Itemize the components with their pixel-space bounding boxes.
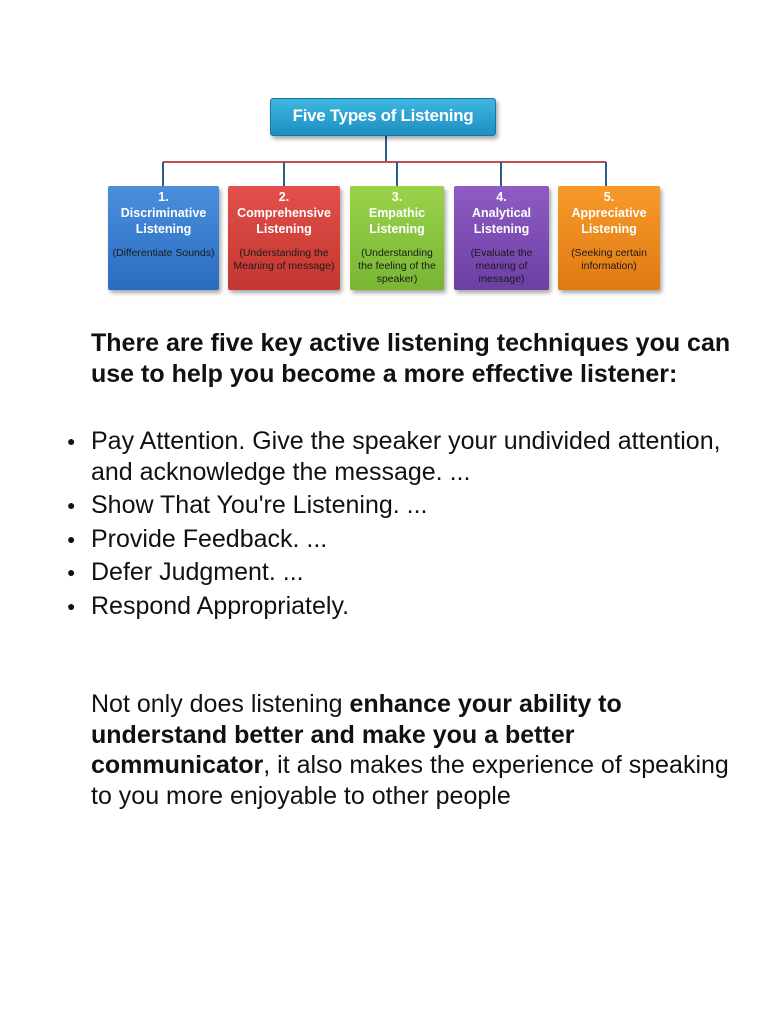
list-item-text: Show That You're Listening. ... bbox=[91, 491, 428, 519]
list-item bbox=[67, 426, 731, 487]
box-name-line2: Listening bbox=[369, 222, 425, 236]
box-name-line2: Listening bbox=[473, 222, 530, 236]
box-number: 3. bbox=[391, 190, 403, 204]
list-item-text: Pay Attention. Give the speaker your undivided attention, and acknowledge the message. ... bbox=[91, 427, 721, 486]
bullet-icon: ● bbox=[67, 564, 76, 580]
listening-types-diagram bbox=[0, 0, 768, 300]
box-number: 4. bbox=[496, 190, 507, 204]
box-number: 1. bbox=[158, 190, 169, 204]
list-item-text: Defer Judgment. ... bbox=[91, 558, 304, 586]
box-name-line1: Analytical bbox=[471, 206, 532, 220]
listening-type-box-discriminative bbox=[108, 186, 219, 290]
bullet-icon: ● bbox=[67, 530, 76, 547]
list-item bbox=[67, 490, 731, 521]
box-name-line1: Empathic bbox=[368, 206, 426, 220]
closing-text-emphasis: enhance your ability to understand better and make you a better communicator bbox=[91, 690, 622, 779]
box-description: (Understanding the feeling of the speaker) bbox=[358, 247, 436, 285]
box-number: 2. bbox=[278, 190, 290, 204]
listening-type-box-analytical bbox=[454, 186, 549, 290]
box-description: (Understanding the Meaning of message) bbox=[233, 247, 335, 272]
box-name-line2: Listening bbox=[581, 222, 637, 236]
closing-text-start: Not only does listening bbox=[91, 690, 350, 718]
closing-text-end: , it also makes the experience of speaking to you more enjoyable to other people bbox=[91, 751, 729, 810]
listening-type-box-empathic bbox=[350, 186, 444, 290]
box-number: 5. bbox=[603, 190, 615, 204]
diagram-title: Five Types of Listening bbox=[270, 98, 496, 136]
bullet-icon: ● bbox=[67, 497, 76, 513]
list-item bbox=[67, 557, 731, 588]
box-name-line2: Listening bbox=[256, 222, 312, 236]
list-item bbox=[67, 524, 731, 555]
box-name-line1: Comprehensive bbox=[237, 206, 331, 220]
intro-heading: There are five key active listening techniques you can use to help you become a more effective listener: bbox=[91, 329, 731, 388]
box-description: (Evaluate the meaning of message) bbox=[470, 247, 533, 285]
list-item-text: Respond Appropriately. bbox=[91, 591, 350, 620]
box-description: (Seeking certain information) bbox=[571, 247, 647, 272]
list-item bbox=[67, 591, 731, 622]
box-name-line1: Appreciative bbox=[571, 206, 647, 220]
box-name-line1: Discriminative bbox=[120, 206, 207, 220]
bullet-icon: ● bbox=[67, 597, 76, 614]
box-name-line2: Listening bbox=[135, 222, 192, 236]
box-description: (Differentiate Sounds) bbox=[112, 247, 215, 259]
closing-paragraph bbox=[91, 689, 731, 811]
listening-type-box-comprehensive bbox=[228, 186, 340, 290]
bullet-icon: ● bbox=[67, 433, 76, 449]
list-item-text: Provide Feedback. ... bbox=[91, 524, 328, 553]
technique-list bbox=[67, 426, 731, 624]
listening-type-box-appreciative bbox=[558, 186, 660, 290]
